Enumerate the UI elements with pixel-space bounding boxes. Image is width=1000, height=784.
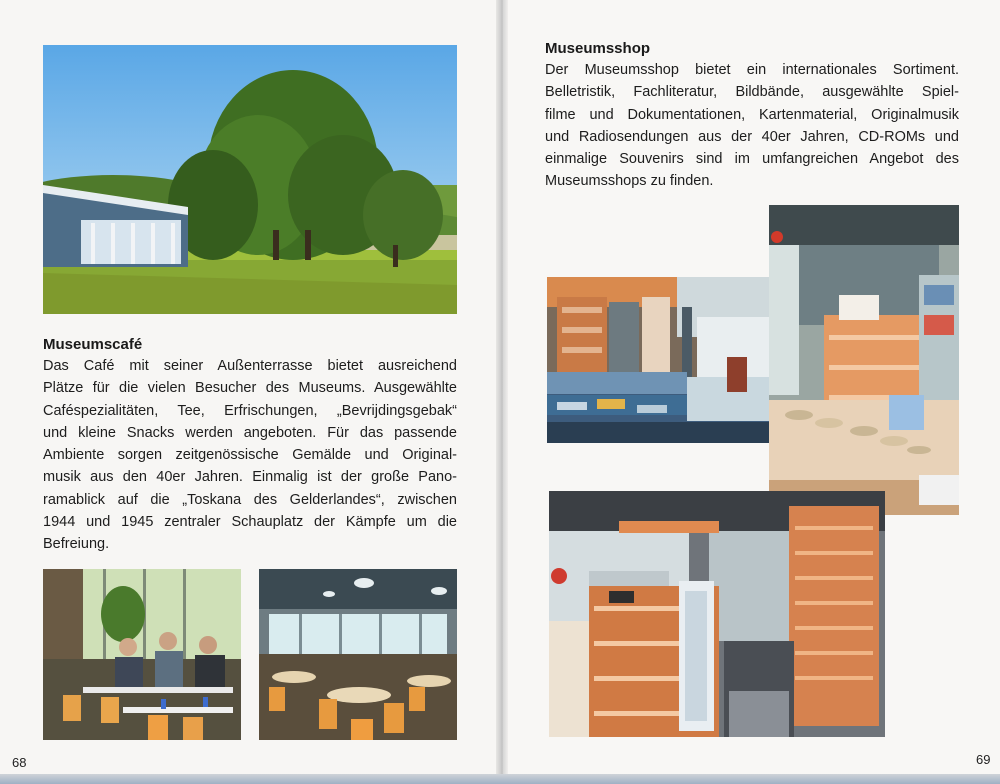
text-line: Plätze für die vielen Besucher des Museums. Ausgewählte — [43, 380, 457, 397]
text-line: Museumsshops zu finden. — [545, 173, 714, 190]
text-line: einmalige Souvenirs sind im umfangreichen Angebot des — [545, 151, 959, 168]
museum-building-photo — [43, 45, 457, 314]
text-line: Der Museumsshop bietet ein internationales Sortiment. — [545, 62, 959, 78]
cafe-interior-photo — [259, 569, 457, 740]
cafe-guests-photo — [43, 569, 241, 740]
text-line: Caféspezialitäten, Tee, Erfrischungen, „Bevrijdingsgebak“ — [43, 402, 457, 419]
page-number-right: 69 — [976, 752, 991, 767]
cafe-heading: Museumscafé — [43, 336, 143, 353]
cafe-description — [43, 355, 457, 556]
page-edge — [0, 774, 1000, 784]
text-line: Belletristik, Fachliteratur, Bildbände, ausgewählte Spiel- — [545, 84, 959, 101]
text-line: 1944 und 1945 zentraler Schauplatz der Kämpfe um die — [43, 514, 457, 531]
text-line: filme und Dokumentationen, Kartenmaterial, Originalmusik — [545, 106, 959, 123]
page-number-left: 68 — [12, 755, 27, 770]
shop-interior-photo — [549, 491, 885, 737]
shop-bookshelf-photo — [547, 277, 769, 443]
text-line: und Radiosendungen aus der 40er Jahren, CD-ROMs und — [545, 128, 959, 145]
shop-heading: Museumsshop — [545, 40, 651, 57]
book-spine — [496, 0, 508, 784]
shop-description — [545, 59, 959, 193]
text-line: Ambiente sorgen zeitgenössische Gemälde und Original- — [43, 447, 457, 464]
text-line: Befreiung. — [43, 536, 110, 553]
right-page — [502, 0, 1000, 784]
text-line: musik aus den 40er Jahren. Einmalig ist der große Pano- — [43, 469, 457, 486]
text-line: Das Café mit seiner Außenterrasse bietet ausreichend — [43, 358, 457, 374]
text-line: und kleine Snacks werden angeboten. Für das passende — [43, 424, 457, 441]
shop-souvenir-counter-photo — [769, 205, 959, 515]
text-line: ramablick auf die „Toskana des Gelderlandes“, zwischen — [43, 491, 457, 508]
